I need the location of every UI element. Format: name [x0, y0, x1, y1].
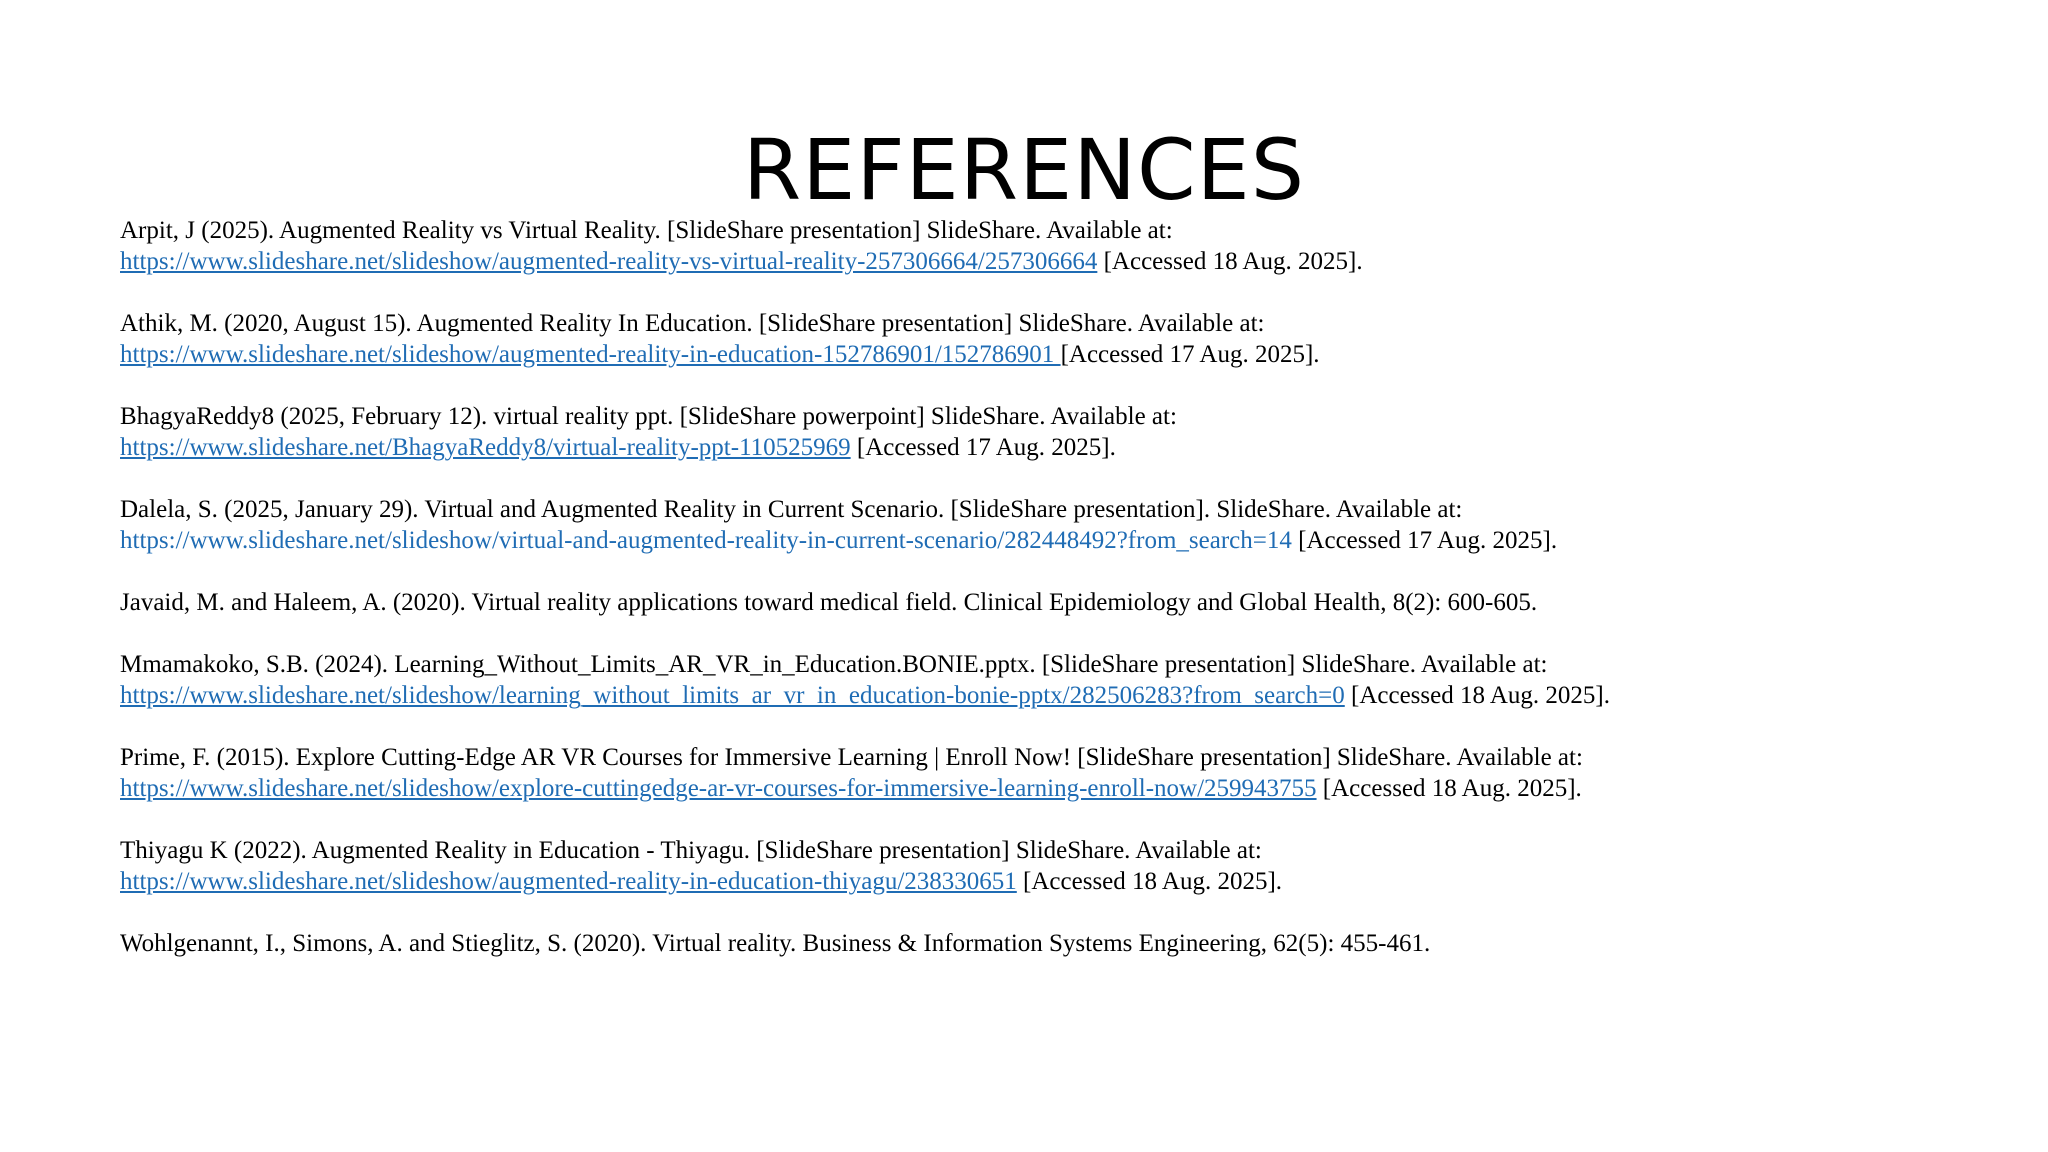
reference-item — [120, 742, 1980, 804]
reference-item — [120, 215, 1980, 277]
reference-link[interactable]: https://www.slideshare.net/slideshow/virtual-and-augmented-reality-in-current-scenario/282448492?from_search=14 — [120, 527, 1292, 554]
reference-link[interactable]: https://www.slideshare.net/slideshow/augmented-reality-in-education-thiyagu/238330651 — [120, 868, 1017, 895]
reference-item — [120, 835, 1980, 897]
reference-text: Athik, M. (2020, August 15). Augmented Reality In Education. [SlideShare presentation] SlideShare. Available at: — [120, 310, 1265, 337]
reference-link[interactable]: https://www.slideshare.net/slideshow/augmented-reality-in-education-152786901/152786901 — [120, 341, 1061, 368]
reference-accessed: [Accessed 17 Aug. 2025]. — [856, 434, 1116, 461]
reference-text: Javaid, M. and Haleem, A. (2020). Virtual reality applications toward medical field. Clinical Epidemiology and Global Health, 8(2): 600-605. — [120, 589, 1538, 616]
reference-text: Dalela, S. (2025, January 29). Virtual and Augmented Reality in Current Scenario. [SlideShare presentation]. SlideShare. Available at: — [120, 496, 1463, 523]
reference-text: Wohlgenannt, I., Simons, A. and Stieglitz, S. (2020). Virtual reality. Business & Information Systems Engineering, 62(5): 455-461. — [120, 930, 1431, 957]
reference-text: Mmamakoko, S.B. (2024). Learning_Without_Limits_AR_VR_in_Education.BONIE.pptx. [SlideShare presentation] SlideShare. Available at: — [120, 651, 1548, 678]
reference-accessed: [Accessed 17 Aug. 2025]. — [1298, 527, 1558, 554]
reference-link[interactable]: https://www.slideshare.net/slideshow/explore-cuttingedge-ar-vr-courses-for-immersive-learning-enroll-now/259943755 — [120, 775, 1317, 802]
reference-accessed: [Accessed 18 Aug. 2025]. — [1351, 682, 1610, 709]
reference-accessed: [Accessed 18 Aug. 2025]. — [1322, 775, 1582, 802]
reference-item — [120, 649, 1980, 711]
reference-item — [120, 401, 1980, 463]
reference-text: BhagyaReddy8 (2025, February 12). virtual reality ppt. [SlideShare powerpoint] SlideShare. Available at: — [120, 403, 1177, 430]
reference-item — [120, 928, 1980, 959]
reference-item — [120, 587, 1980, 618]
reference-item — [120, 308, 1980, 370]
reference-text: Thiyagu K (2022). Augmented Reality in Education - Thiyagu. [SlideShare presentation] SlideShare. Available at: — [120, 837, 1262, 864]
reference-text: Arpit, J (2025). Augmented Reality vs Virtual Reality. [SlideShare presentation] SlideShare. Available at: — [120, 217, 1173, 244]
reference-accessed: [Accessed 18 Aug. 2025]. — [1023, 868, 1283, 895]
reference-accessed: [Accessed 17 Aug. 2025]. — [1060, 341, 1320, 368]
reference-item — [120, 494, 1980, 556]
page-title: REFERENCES — [742, 121, 1306, 219]
reference-link[interactable]: https://www.slideshare.net/BhagyaReddy8/virtual-reality-ppt-110525969 — [120, 434, 851, 461]
reference-link[interactable]: https://www.slideshare.net/slideshow/learning_without_limits_ar_vr_in_education-bonie-pptx/282506283?from_search=0 — [120, 682, 1345, 709]
reference-link[interactable]: https://www.slideshare.net/slideshow/augmented-reality-vs-virtual-reality-257306664/257306664 — [120, 248, 1098, 275]
reference-text: Prime, F. (2015). Explore Cutting-Edge AR VR Courses for Immersive Learning | Enroll Now! [SlideShare presentation] SlideShare. Available at: — [120, 744, 1583, 771]
reference-accessed: [Accessed 18 Aug. 2025]. — [1103, 248, 1363, 275]
reference-list — [120, 215, 1980, 990]
